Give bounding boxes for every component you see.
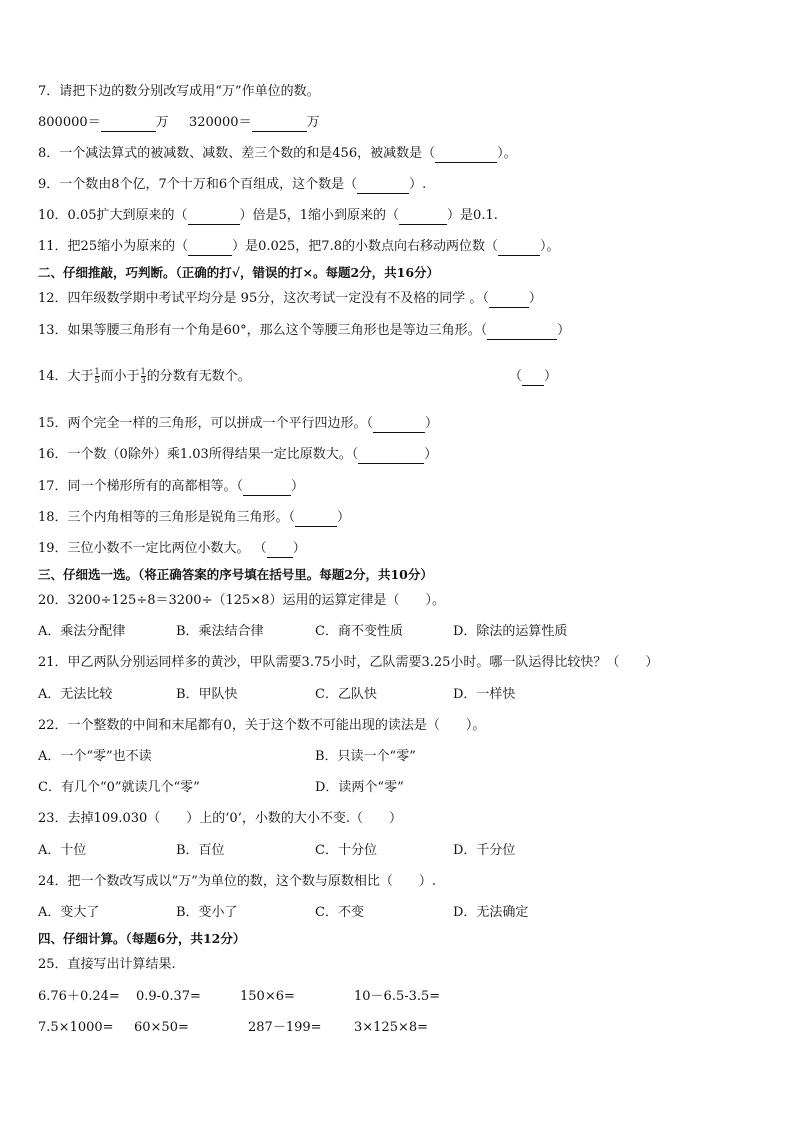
question-14 [38, 368, 251, 386]
question-19 [38, 540, 306, 558]
q11-text-c: ）。 [540, 239, 560, 254]
q9-text: 9．一个数由8个亿，7个十万和6个百组成，这个数是（ [38, 177, 358, 192]
q7-expr-1: 800000＝ [38, 115, 101, 130]
calc-item: 287－199= [248, 1020, 322, 1035]
question-22: 22．一个整数的中间和末尾都有0，关于这个数不可能出现的读法是（ ）。 [38, 718, 486, 733]
q8-close: ）。 [497, 146, 517, 161]
q7-unit-1: 万 [155, 115, 169, 130]
calc-item: 150×6= [240, 989, 295, 1004]
fraction-denominator: 5 [94, 376, 100, 385]
calc-item: 6.76＋0.24= [38, 989, 120, 1004]
question-9 [38, 176, 426, 194]
answer-blank[interactable] [435, 149, 497, 163]
q12-close: ） [528, 291, 542, 306]
q7-expr-2: 320000＝ [188, 115, 252, 130]
option-c[interactable]: C．商不变性质 [315, 624, 403, 639]
fraction-numerator: 1 [94, 367, 100, 376]
q17-text: 17．同一个梯形所有的高都相等。（ [38, 479, 244, 494]
calc-item: 3×125×8= [354, 1020, 429, 1035]
q15-close: ） [425, 416, 439, 431]
question-25-stem: 25．直接写出计算结果. [38, 957, 176, 972]
answer-blank[interactable] [373, 419, 425, 433]
calc-item: 60×50= [134, 1020, 189, 1035]
option-d[interactable]: D．一样快 [453, 687, 516, 702]
answer-blank[interactable] [358, 450, 424, 464]
option-d[interactable]: D．无法确定 [453, 905, 529, 920]
answer-blank[interactable] [252, 118, 307, 132]
q13-text: 13．如果等腰三角形有一个角是60°，那么这个等腰三角形也是等边三角形。（ [38, 323, 488, 338]
q19-text: 19．三位小数不一定比两位小数大。 （ [38, 541, 267, 556]
q10-text-b: ）倍是5，1缩小到原来的（ [239, 208, 400, 223]
calc-item: 10－6.5-3.5= [354, 989, 441, 1004]
q10-text-c: ）是0.1. [447, 208, 498, 223]
question-7-items [38, 114, 320, 132]
option-b[interactable]: B．变小了 [176, 905, 238, 920]
section-3-heading: 三、仔细选一选。（将正确答案的序号填在括号里。每题2分，共10分） [38, 567, 433, 582]
option-b[interactable]: B．只读一个“零” [315, 749, 416, 764]
option-c[interactable]: C．不变 [315, 905, 364, 920]
question-7-stem: 7．请把下边的数分别改写成用“万”作单位的数。 [38, 84, 320, 99]
q18-close: ） [337, 510, 351, 525]
option-b[interactable]: B．甲队快 [176, 687, 238, 702]
q11-text-a: 11．把25缩小为原来的（ [38, 239, 189, 254]
fraction-one-fifth [95, 368, 100, 385]
q14-text-c: 的分数有无数个。 [146, 369, 251, 384]
answer-blank[interactable] [498, 242, 540, 256]
option-c[interactable]: C．十分位 [315, 843, 377, 858]
question-16 [38, 446, 437, 464]
section-4-heading: 四、仔细计算。（每题6分，共12分） [38, 931, 246, 946]
option-b[interactable]: B．乘法结合律 [176, 624, 264, 639]
option-a[interactable]: A．变大了 [38, 905, 100, 920]
q15-text: 15．两个完全一样的三角形，可以拼成一个平行四边形。（ [38, 416, 374, 431]
calc-item: 7.5×1000= [38, 1020, 114, 1035]
question-12 [38, 290, 542, 308]
q14-paren-close: ） [544, 369, 558, 384]
answer-blank[interactable] [267, 544, 293, 558]
option-b[interactable]: B．百位 [176, 843, 225, 858]
q16-text: 16．一个数（0除外）乘1.03所得结果一定比原数大。（ [38, 447, 359, 462]
q18-text: 18．三个内角相等的三角形是锐角三角形。（ [38, 510, 296, 525]
question-20: 20．3200÷125÷8＝3200÷（125×8）运用的运算定律是（ ）。 [38, 593, 445, 608]
question-11 [38, 238, 560, 256]
fraction-denominator: 3 [140, 376, 146, 385]
q10-text-a: 10．0.05扩大到原来的（ [38, 208, 188, 223]
question-21: 21．甲乙两队分别运同样多的黄沙，甲队需要3.75小时，乙队需要3.25小时。哪一队运得比较快？（ ） [38, 655, 659, 670]
question-17 [38, 478, 304, 496]
question-8 [38, 145, 517, 163]
q13-close: ） [557, 323, 571, 338]
q7-unit-2: 万 [306, 115, 320, 130]
q14-text-b: 而小于 [100, 369, 140, 384]
question-10 [38, 207, 498, 225]
option-d[interactable]: D．除法的运算性质 [453, 624, 568, 639]
answer-blank[interactable] [399, 211, 447, 225]
answer-blank[interactable] [243, 482, 291, 496]
option-c[interactable]: C．有几个“0”就读几个“零” [38, 780, 200, 795]
option-d[interactable]: D．读两个“零” [315, 780, 404, 795]
q16-close: ） [424, 447, 438, 462]
answer-blank[interactable] [295, 513, 337, 527]
question-18 [38, 509, 350, 527]
section-2-heading: 二、仔细推敲，巧判断。（正确的打√，错误的打×。每题2分，共16分） [38, 265, 440, 280]
q17-close: ） [291, 479, 305, 494]
answer-blank[interactable] [188, 242, 232, 256]
question-23: 23．去掉109.030（ ）上的‘0’，小数的大小不变.（ ） [38, 811, 402, 826]
answer-blank[interactable] [357, 180, 409, 194]
q14-text-a: 14．大于 [38, 369, 94, 384]
q9-close: ）. [409, 177, 427, 192]
option-a[interactable]: A．十位 [38, 843, 87, 858]
option-c[interactable]: C．乙队快 [315, 687, 377, 702]
q8-text: 8．一个减法算式的被减数、减数、差三个数的和是456，被减数是（ [38, 146, 436, 161]
q14-paren-open: （ [509, 369, 523, 384]
answer-blank[interactable] [489, 294, 529, 308]
answer-blank[interactable] [487, 326, 557, 340]
q11-text-b: ）是0.025，把7.8的小数点向右移动两位数（ [232, 239, 498, 254]
q19-close: ） [292, 541, 306, 556]
option-a[interactable]: A．乘法分配律 [38, 624, 126, 639]
answer-blank[interactable] [101, 118, 156, 132]
fraction-numerator: 1 [140, 367, 146, 376]
option-a[interactable]: A．一个“零”也不读 [38, 749, 152, 764]
calc-item: 0.9-0.37= [136, 989, 201, 1004]
fraction-one-third [141, 368, 146, 385]
answer-blank[interactable] [188, 211, 240, 225]
question-24: 24．把一个数改写成以“万”为单位的数，这个数与原数相比（ ）. [38, 874, 436, 889]
answer-blank[interactable] [522, 372, 544, 386]
option-d[interactable]: D．千分位 [453, 843, 516, 858]
question-15 [38, 415, 438, 433]
option-a[interactable]: A．无法比较 [38, 687, 113, 702]
q14-answer-paren [509, 368, 557, 386]
question-13 [38, 322, 570, 340]
q12-text: 12．四年级数学期中考试平均分是 95分，这次考试一定没有不及格的同学 。（ [38, 291, 489, 306]
